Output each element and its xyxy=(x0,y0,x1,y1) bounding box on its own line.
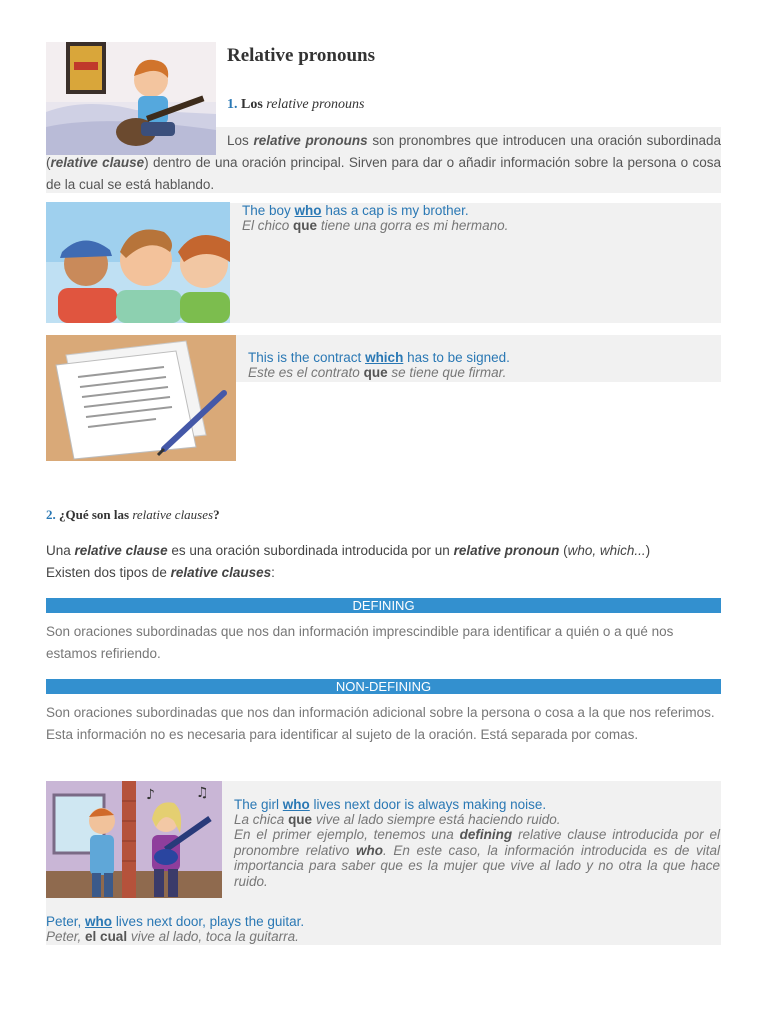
noisy-neighbors-illustration xyxy=(46,781,222,898)
section-2-heading: 2. ¿Qué son las relative clauses? xyxy=(46,507,220,522)
svg-text:♫: ♫ xyxy=(196,785,209,801)
svg-text:♪: ♪ xyxy=(146,787,155,803)
example-4-english: Peter, who lives next door, plays the guitar. xyxy=(46,914,305,929)
page-title: Relative pronouns xyxy=(227,45,375,66)
defining-bar: DEFINING xyxy=(46,598,721,613)
example-3-english: The girl who lives next door is always making noise. xyxy=(234,797,547,812)
example-1-spanish: El chico que tiene una gorra es mi hermano. xyxy=(242,218,509,233)
example-1-english: The boy who has a cap is my brother. xyxy=(242,203,469,218)
section-2-intro-line-2: Existen dos tipos de relative clauses: xyxy=(46,565,275,580)
example-2-spanish: Este es el contrato que se tiene que firmar. xyxy=(248,365,507,380)
section-heading-text: Los xyxy=(241,97,263,112)
section-heading-italic: relative pronouns xyxy=(266,97,365,112)
example-4-spanish: Peter, el cual vive al lado, toca la guitarra. xyxy=(46,929,299,944)
section-number: 1. xyxy=(227,97,238,112)
example-3-explanation: En el primer ejemplo, tenemos una defining relative clause introducida por el pronombre relativo who. En este caso, la información introducida es de vital importancia para saber que es la mujer que vive al lado y no otra la que hace ruido. xyxy=(234,827,720,889)
three-kids-illustration xyxy=(46,202,230,323)
non-defining-bar: NON-DEFINING xyxy=(46,679,721,694)
example-2-english: This is the contract which has to be signed. xyxy=(248,350,510,365)
example-3-spanish: La chica que vive al lado siempre está haciendo ruido. xyxy=(234,812,561,827)
contract-illustration xyxy=(46,335,236,461)
non-defining-text: Son oraciones subordinadas que nos dan información adicional sobre la persona o cosa a la que nos referimos. Esta información no es necesaria para identificar al sujeto de la oración. Está separada por comas. xyxy=(46,705,715,742)
intro-paragraph: Los relative pronouns son pronombres que introducen una oración subordinada (relative clause) dentro de una oración principal. Sirven para dar o añadir información sobre la persona o cosa de la cual se está hablando. xyxy=(46,133,721,192)
section-1-heading xyxy=(227,97,364,113)
defining-text: Son oraciones subordinadas que nos dan información imprescindible para identificar a quién o a qué nos estamos refiriendo. xyxy=(46,624,674,661)
section-2-intro-line-1: Una relative clause es una oración subordinada introducida por un relative pronoun (who, which...) xyxy=(46,543,651,558)
